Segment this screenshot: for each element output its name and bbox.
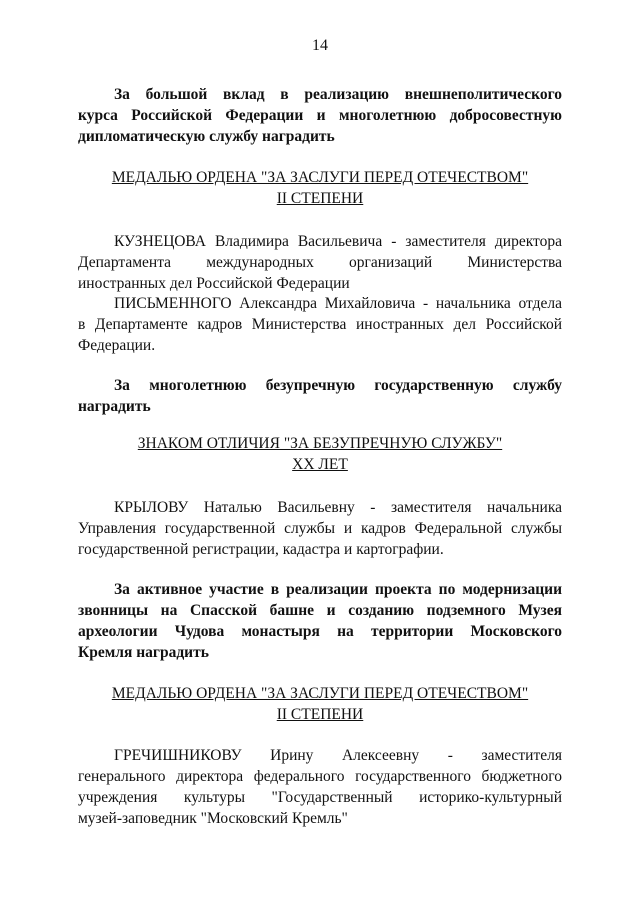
reason-line: За многолетнюю безупречную государственную службу (114, 377, 562, 394)
page-number: 14 (312, 37, 328, 54)
reason-line: За активное участие в реализации проекта по модернизации (114, 581, 562, 598)
reason-line: дипломатическую службу наградить (78, 128, 335, 145)
award-reason-1 (78, 84, 562, 147)
award-degree: XX ЛЕТ (292, 456, 348, 473)
recipient-line: Управления государственной службы и кадров Федеральной службы (78, 520, 562, 537)
award-reason-2 (78, 375, 562, 417)
reason-line: За большой вклад в реализацию внешнеполитического (114, 86, 562, 103)
award-degree: II СТЕПЕНИ (276, 706, 364, 723)
recipient-line: Департамента международных организаций Министерства (78, 254, 562, 271)
award-title-3 (0, 683, 640, 725)
award-title-1 (0, 167, 640, 209)
award-name: МЕДАЛЬЮ ОРДЕНА "ЗА ЗАСЛУГИ ПЕРЕД ОТЕЧЕСТВОМ" (111, 169, 529, 186)
recipient-line: ГРЕЧИШНИКОВУ Ирину Алексеевну - заместителя (114, 747, 562, 764)
recipient-line: генерального директора федерального государственного бюджетного (78, 768, 562, 785)
recipient-1 (78, 231, 562, 294)
recipient-line: КУЗНЕЦОВА Владимира Васильевича - заместителя директора (114, 233, 562, 250)
reason-line: археологии Чудова монастыря на территории Московского (78, 623, 562, 640)
recipient-line: КРЫЛОВУ Наталью Васильевну - заместителя начальника (114, 499, 562, 516)
recipient-4 (78, 745, 562, 829)
award-reason-3 (78, 579, 562, 663)
recipient-line: государственной регистрации, кадастра и картографии. (78, 541, 444, 558)
reason-line: звонницы на Спасской башне и созданию подземного Музея (78, 602, 562, 619)
recipient-line: иностранных дел Российской Федерации (78, 275, 350, 292)
reason-line: курса Российской Федерации и многолетнюю добросовестную (78, 107, 562, 124)
award-name: МЕДАЛЬЮ ОРДЕНА "ЗА ЗАСЛУГИ ПЕРЕД ОТЕЧЕСТВОМ" (111, 685, 529, 702)
recipient-3 (78, 497, 562, 560)
recipient-line: учреждения культуры "Государственный историко-культурный (78, 789, 562, 806)
recipient-line: в Департаменте кадров Министерства иностранных дел Российской (78, 316, 562, 333)
recipient-line: ПИСЬМЕННОГО Александра Михайловича - начальника отдела (114, 295, 562, 312)
award-degree: II СТЕПЕНИ (276, 190, 364, 207)
reason-line: Кремля наградить (78, 644, 209, 661)
recipient-line: Федерации. (78, 337, 156, 354)
award-name: ЗНАКОМ ОТЛИЧИЯ "ЗА БЕЗУПРЕЧНУЮ СЛУЖБУ" (137, 435, 503, 452)
recipient-2 (78, 293, 562, 356)
recipient-line: музей-заповедник "Московский Кремль" (78, 810, 348, 827)
award-title-2 (0, 433, 640, 475)
reason-line: наградить (78, 398, 151, 415)
